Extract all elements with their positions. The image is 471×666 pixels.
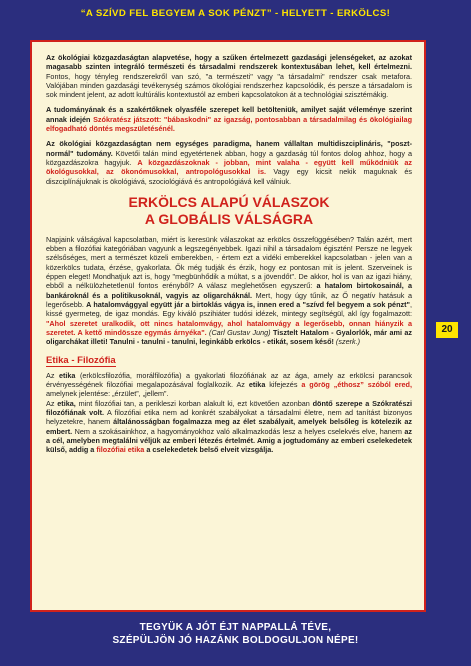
section-title: [46, 194, 412, 228]
ethics-p2-c: mint filozófiai tan, a perikleszi korban alakult ki, ezt követően azonban: [75, 398, 313, 408]
quote-author: (Carl Gustav Jung): [206, 327, 271, 337]
ethics-p1-a: Az: [46, 370, 59, 380]
bottom-banner-line-1: TEGYÜK A JÓT ÉJT NAPPALLÁ TÉVE,: [139, 622, 332, 633]
top-banner: “A SZÍVD FEL BEGYEM A SOK PÉNZT” - HELYETT - ERKÖLCS!: [80, 8, 391, 19]
intro-paragraph-3: [46, 139, 412, 185]
ethics-p2-a: Az: [46, 398, 58, 408]
ethics-p1-d: etika: [248, 380, 266, 390]
body-text-3: , kissé gyermeteg, de igaz mondás. Egy kiváló pszihiáter tudósi idézek, mintegy segítségül, akl így fogalmazott:: [46, 299, 412, 319]
article-panel: [30, 40, 426, 612]
body-text-1: Napjaink válságával kapcsolatban, miért is keresünk válaszokat az erkölcs összefüggésében? Talán azért, mert ebben a filozófiai kategóriában vagyunk a legszegényebbek. Igazi nihil a társadalom égisztén! Persze ne legyek szélsőséges, mert a természet közeli emberekben, - értem ezt a vidéki emberekkel kapcsolatban - jelen van a közerkölcs tudata, érzése, gyakorlata. Ők még tudják és érzik, hogy ez pontosan mit is jelent. Szerveinek is éppen eleget! Mondhatjuk azt is, hogy "megbünhődik a múltat, s a jövendőt". De akkor, hol is van az igazi hiány, ebből a nélkülözhetetlenül fontos erényből? A válasz meglehetősen egyszerű:: [46, 234, 412, 291]
intro-paragraph-2: [46, 105, 412, 133]
ethics-p1-g: amelynek jelentése: „érzület”, „jellem”.: [46, 389, 169, 399]
intro-p1-text: Fontos, hogy tényleg rendszerekről van szó, "a természeti" vagy "a társadalmi" rendszer csak metafora. Valójában minden gazdasági tevékenység számos ökológiai rendszerhez kapcsolódik, és persze a társadalom is sok mindent jelent, az adott kultúrális kontextustól az emberi kapcsolatokon át a technológiai szisztémákig.: [46, 71, 412, 100]
ethics-p2-g: Nem a szokásainkhoz, a hagyományokhoz való alkalmazkodás lesz a helyes cselekvés elve, hanem: [72, 426, 405, 436]
ethics-paragraph-2: [46, 399, 412, 455]
ethics-p1-b: etika: [58, 370, 76, 380]
section-title-line-1: ERKÖLCS ALAPÚ VÁLASZOK: [128, 193, 330, 210]
section-title-line-2: A GLOBÁLIS VÁLSÁGRA: [144, 210, 314, 227]
ethics-p2-e: A filozófiai etika nem ad konkrét szabályokat a társadalmi életre, nem ad tanítást bizonyos helyzetekre, hanem: [46, 407, 413, 427]
bottom-banner: [0, 621, 471, 647]
ethics-p2-h: az a cél, amelyben megtalálni véljük az emberi létezés értelmét. Amig a jogtudomány az emberi cselekedetek külső, addig a: [46, 426, 412, 455]
ethics-p2-f: általánosságban fogalmazza meg az élet szabályait, amelyek belsőleg is kötelezik az embert.: [46, 417, 412, 436]
body-paragraph: [46, 235, 412, 347]
body-bold-2: A hatalomvággyal együtt jár a birtoklás vágya is, innen ered a "szívd fel begyem a sok pénzt": [86, 299, 410, 309]
intro-p3-text-2: Vagy egy kicsit nekik maguknak és diszciplínájuknak is ökológiává, szociológiává és antropológiává kell válniuk.: [46, 167, 412, 186]
ethics-p1-f: a görög „éthosz” szóból ered,: [301, 380, 412, 390]
body-bold-3: Tisztelt Hatalom - Gyalorlók, már ami az oligarchákat illeti! Tanulni - tanulni - tanulni, leginkább erkölcs - etikát, sosem késő!: [46, 327, 413, 347]
ethics-p1-c: (erkölcsfilozófia, morálfilozófia) a gyakorlati filozófiának az az ága, amely az erkölcsi parancsok érvényességének filozófiai megalapozásával foglalkozik. Az: [46, 370, 412, 390]
intro-p2-bold: A tudományának és a szakértőknek olyasféle szerepet kell betölteniük, amilyet saját véleménye szerint annak idején: [46, 105, 412, 124]
ethics-p2-b: etika,: [57, 398, 76, 408]
intro-p3-bold: Az ökológiai közgazdaságtan nem egységes paradigma, hanem vállaltan multidiszciplináris, "poszt-normál" tudomány.: [46, 139, 412, 158]
ethics-heading: Etika - Filozófia: [46, 355, 116, 367]
ethics-p1-e: kifejezés: [265, 380, 302, 390]
ethics-p2-d: döntő szerepe a Szókratészi filozófiának volt.: [46, 398, 412, 417]
ethics-p2-j: a cselekedetek belső elveit vizsgálja.: [144, 445, 274, 455]
intro-paragraph-1: [46, 53, 412, 99]
page-number-badge: 20: [436, 322, 458, 338]
intro-p3-highlight: A közgazdászoknak - jobban, mint valaha - együtt kell működniük az ökológusokkal, az ökonómusokkal, antropológusokkal is.: [46, 157, 413, 177]
bottom-banner-line-2: SZÉPÜLJÖN JÓ HAZÁNK BOLDOGULJON NÉPE!: [112, 635, 359, 646]
editor-note: (szerk.): [333, 337, 361, 347]
intro-p3-text-1: Követői talán mind egyetértenek abban, hogy a gazdaság túl fontos dolog ahhoz, hogy a közgazdászokra hagyjuk.: [46, 148, 412, 167]
intro-p1-bold: Az ökológiai közgazdaságtan alapvetése, hogy a szűken értelmezett gazdasági jelenségeket, az azokat magasabb szinten integráló természeti és társadalmi rendszerek kontextusában lehet, kell értelmezni.: [46, 53, 412, 72]
body-bold-1: a hatalom birtokosainál, a bankároknál és a politikusoknál, vagyis az oligarcháknál.: [46, 281, 412, 300]
jung-quote: "Ahol szeretet uralkodik, ott nincs hatalomvágy, ahol hatalomvágy a legerősebb, onnan hiányzik a szeretet. A kettő mindössze egymás árnyéka".: [46, 318, 412, 337]
body-text-2: Mert, hogy úgy tűnik, az Ő negatív hatásuk a legerősebb.: [46, 290, 412, 309]
ethics-p2-i: filozófiai etika: [96, 445, 145, 455]
intro-p2-highlight: Szókratész játszott: "bábaskodni" az igazság, pontosabban a társadalmilag és ökológiailag elfogadható döntés megszületésénél.: [46, 114, 412, 134]
ethics-paragraph-1: [46, 371, 412, 399]
